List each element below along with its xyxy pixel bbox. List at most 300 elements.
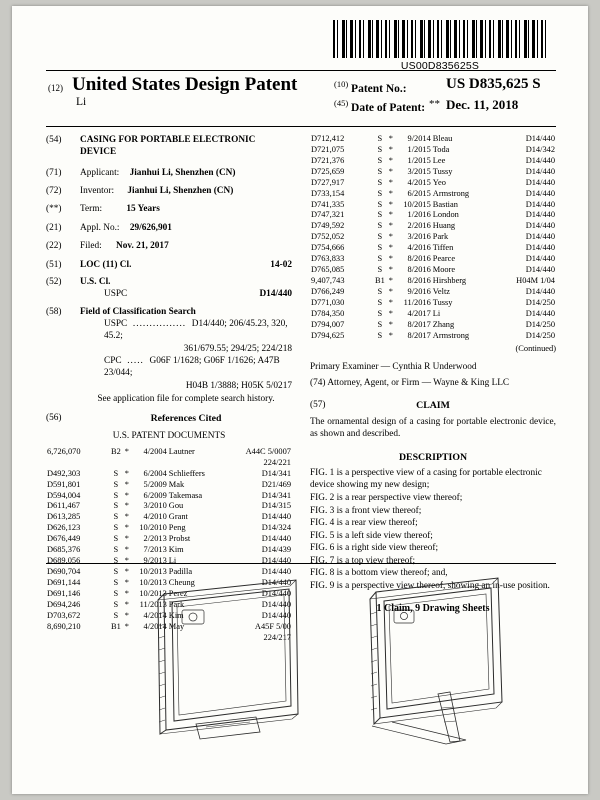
table-cell: S (377, 330, 383, 340)
patent-number: US D835,625 S (446, 76, 541, 92)
table-cell: S (113, 534, 119, 544)
table-row (310, 298, 556, 309)
table-row (310, 276, 556, 287)
field-loc-code: (51) (46, 259, 62, 270)
table-cell: A45F 5/00 (254, 621, 291, 631)
refs-code: (56) (46, 413, 62, 424)
table-cell: D749,592 (311, 221, 345, 231)
table-cell (132, 458, 168, 469)
description-line: FIG. 7 is a top view thereof; (310, 555, 416, 566)
claim-sheet-count: 1 Claim, 9 Drawing Sheets (376, 603, 490, 615)
table-cell: S (113, 523, 119, 533)
field-search-label: Field of Classification Search (80, 306, 196, 317)
patent-content (46, 18, 556, 778)
field-applicant (46, 167, 292, 179)
refs-heading: References Cited (150, 413, 222, 425)
description-line: FIG. 8 is a bottom view thereof; and, (310, 568, 448, 579)
table-row (46, 501, 292, 512)
table-cell: 4/2016 (407, 243, 431, 253)
table-cell: Armstrong (432, 330, 470, 340)
table-cell: Huang (432, 221, 456, 231)
table-cell: D784,350 (311, 308, 345, 318)
claim-block (310, 399, 556, 441)
table-cell: 8/2017 (407, 319, 431, 329)
table-cell: D14/440 (525, 166, 555, 176)
table-cell: Takemasa (168, 490, 203, 500)
search-uspc-label: USPC (104, 318, 128, 329)
table-cell: S (113, 479, 119, 489)
table-cell: * (388, 177, 393, 187)
table-cell: * (388, 308, 393, 318)
table-cell: D14/440 (525, 221, 555, 231)
table-cell: * (124, 523, 129, 533)
field-term-value: 15 Years (126, 204, 160, 215)
drawing-figures (46, 574, 556, 774)
table-cell: Zhang (432, 319, 455, 329)
table-cell: * (388, 221, 393, 231)
field-inventor (46, 185, 292, 197)
table-row (310, 178, 556, 189)
table-cell: * (124, 588, 129, 598)
table-row (46, 469, 292, 480)
field-inventor-value: Jianhui Li, Shenzhen (CN) (127, 186, 234, 197)
table-cell: Park (168, 599, 185, 609)
table-cell: S (377, 199, 383, 209)
table-cell: 4/2015 (407, 177, 431, 187)
table-row (310, 156, 556, 167)
table-cell: S (377, 232, 383, 242)
table-cell: May (168, 621, 185, 631)
table-cell: Gou (168, 501, 184, 511)
inventor-short: Li (76, 96, 87, 108)
table-cell: D685,376 (47, 545, 81, 555)
table-cell: Bleau (432, 134, 453, 143)
table-cell: * (388, 210, 393, 220)
table-cell: * (124, 534, 129, 544)
table-cell: D14/440 (261, 599, 291, 609)
field-filed (46, 240, 292, 252)
table-cell: D14/440 (525, 308, 555, 318)
table-cell: S (113, 545, 119, 555)
table-cell: D14/440 (525, 177, 555, 187)
table-cell: D14/440 (525, 155, 555, 165)
table-cell: 10/2013 (139, 577, 167, 587)
table-cell: Schlieffers (168, 468, 205, 478)
table-cell: 4/2010 (143, 512, 167, 522)
table-cell: 8,690,210 (47, 621, 81, 631)
field-term-label: Term: (80, 204, 103, 215)
table-cell: Padilla (168, 566, 193, 576)
table-cell: D741,335 (311, 199, 345, 209)
table-row (310, 331, 556, 342)
table-cell: S (113, 501, 119, 511)
field-uscl-label: U.S. Cl. (80, 276, 111, 287)
date-star: ** (429, 98, 440, 110)
table-row (310, 134, 556, 145)
table-cell: Pearce (432, 254, 456, 264)
table-cell: D727,917 (311, 177, 345, 187)
table-cell: S (377, 286, 383, 296)
table-cell: * (124, 566, 129, 576)
field-search: (58) Field of Classification Search USPC ................ D14/440; 206/45.23, 320, 45.2; 361/679.55; 294/25; 224/218 CPC ..... G06F 1/1628; G06F 1/1626; A47B 23/044; H04B 1/3888; H05K 5/0217 See application file for complete search history. (46, 306, 292, 405)
field-applicant-value: Jianhui Li, Shenzhen (CN) (129, 167, 236, 178)
table-cell: D14/440 (261, 566, 291, 576)
search-cpc-value2: H04B 1/3888; H05K 5/0217 (185, 380, 292, 391)
field-uscl-value: D14/440 (259, 289, 292, 300)
table-cell: Bastian (432, 199, 458, 209)
table-cell: S (113, 566, 119, 576)
table-cell: D765,085 (311, 265, 345, 275)
table-row (310, 254, 556, 265)
table-cell: 6,726,070 (47, 446, 81, 456)
table-cell (110, 458, 122, 469)
table-cell: * (124, 621, 129, 631)
table-cell: 9/2014 (407, 134, 431, 143)
search-uspc-value2: 361/679.55; 294/25; 224/218 (183, 343, 292, 354)
table-cell: D594,004 (47, 490, 81, 500)
table-cell (122, 458, 132, 469)
table-cell: 1/2016 (407, 210, 431, 220)
field-title-code: (54) (46, 135, 62, 145)
table-row (310, 167, 556, 178)
table-cell: D14/250 (525, 297, 555, 307)
search-cpc-value: G06F 1/1628; G06F 1/1626; A47B 23/044; (104, 356, 280, 379)
table-cell: 6/2009 (143, 490, 167, 500)
table-cell: 6/2015 (407, 188, 431, 198)
table-cell: S (377, 254, 383, 264)
table-cell: * (124, 479, 129, 489)
barcode-number: US00D835625S (400, 60, 480, 72)
table-cell: 10/2015 (403, 199, 431, 209)
table-cell: S (377, 177, 383, 187)
description-line: FIG. 6 is a right side view thereof; (310, 543, 439, 554)
patent-date: Dec. 11, 2018 (446, 97, 519, 112)
barcode-icon (333, 20, 548, 58)
table-cell: 10/2010 (139, 523, 167, 533)
field-title (46, 134, 292, 159)
table-cell: D14/315 (261, 501, 291, 511)
field-loc-value: 14-02 (270, 259, 292, 270)
table-cell: * (388, 188, 393, 198)
date-label (334, 98, 425, 114)
table-cell: Grant (168, 512, 188, 522)
table-cell: S (377, 265, 383, 275)
table-row (310, 265, 556, 276)
table-cell: D689,056 (47, 556, 81, 566)
table-row (310, 287, 556, 298)
table-cell: 5/2009 (143, 479, 167, 489)
continued-label: (Continued) (515, 343, 556, 353)
table-cell: * (124, 556, 129, 566)
table-cell: D14/440 (525, 243, 555, 253)
table-cell: D14/440 (261, 610, 291, 620)
table-cell: Veltz (432, 286, 450, 296)
page-title: United States Design Patent (72, 74, 298, 95)
table-cell: 224/221 (263, 457, 291, 467)
table-cell: * (388, 254, 393, 264)
table-cell: S (377, 144, 383, 154)
table-cell: S (377, 166, 383, 176)
table-row (310, 145, 556, 156)
field-filed-value: Nov. 21, 2017 (116, 241, 169, 252)
table-cell: D721,376 (311, 155, 345, 165)
table-cell: D613,285 (47, 512, 81, 522)
table-cell: Hirshberg (432, 275, 467, 285)
table-cell: * (124, 610, 129, 620)
table-cell: Kim (168, 610, 184, 620)
description-line: FIG. 3 is a front view thereof; (310, 505, 422, 516)
table-cell: * (124, 468, 129, 478)
table-cell: A44C 5/0007 (245, 446, 291, 456)
table-cell: D14/324 (261, 523, 291, 533)
table-cell: D591,801 (47, 479, 81, 489)
table-cell: 9,407,743 (311, 275, 345, 285)
table-cell: D14/342 (525, 144, 555, 154)
date-label-text: Date of Patent: (351, 101, 426, 114)
table-cell: * (124, 599, 129, 609)
table-cell: * (388, 166, 393, 176)
table-cell: S (113, 512, 119, 522)
patent-page (12, 6, 588, 794)
table-cell: D763,833 (311, 254, 345, 264)
table-row (46, 491, 292, 502)
table-cell: Tussy (432, 166, 453, 176)
table-cell: D794,007 (311, 319, 345, 329)
attorney-code: (74) (310, 378, 326, 389)
table-cell: * (388, 297, 393, 307)
table-cell: 3/2015 (407, 166, 431, 176)
field-search-code: (58) (46, 306, 62, 317)
table-cell: S (113, 577, 119, 587)
table-cell: 224/217 (263, 632, 291, 642)
table-cell: S (113, 610, 119, 620)
table-cell: 8/2016 (407, 265, 431, 275)
field-uscl-code: (52) (46, 276, 62, 287)
description-line: FIG. 2 is a rear perspective view thereof; (310, 493, 463, 503)
field-appl-code: (21) (46, 222, 62, 233)
table-cell: 4/2014 (143, 621, 167, 631)
table-cell: D14/439 (261, 545, 291, 555)
left-column (46, 134, 292, 643)
search-note: See application file for complete search history. (97, 394, 275, 405)
table-cell: D14/440 (525, 188, 555, 198)
patent-no-label (334, 79, 407, 95)
table-cell: 2/2013 (143, 534, 167, 544)
table-cell: D14/341 (261, 468, 291, 478)
table-row (310, 221, 556, 232)
table-cell: D721,075 (311, 144, 345, 154)
table-cell: 6/2004 (143, 468, 167, 478)
table-cell: D712,412 (311, 134, 345, 143)
table-row (310, 189, 556, 200)
table-row (310, 210, 556, 221)
table-cell: S (377, 155, 383, 165)
table-cell: Peng (168, 523, 186, 533)
description-heading: DESCRIPTION (398, 451, 468, 463)
table-cell: D794,625 (311, 330, 345, 340)
table-cell: 4/2004 (143, 446, 167, 456)
table-cell: * (388, 330, 393, 340)
table-cell: D14/440 (525, 265, 555, 275)
table-cell: S (113, 468, 119, 478)
table-cell: S (377, 308, 383, 318)
table-cell: D694,246 (47, 599, 81, 609)
table-cell: Yeo (432, 177, 446, 187)
search-uspc-value: D14/440; 206/45.23, 320, 45.2; (104, 318, 288, 342)
table-cell: 4/2014 (143, 610, 167, 620)
table-cell: 1/2015 (407, 155, 431, 165)
table-cell: S (113, 490, 119, 500)
field-uscl (46, 276, 292, 301)
table-cell: D14/440 (525, 210, 555, 220)
table-cell: * (388, 199, 393, 209)
table-cell: Toda (432, 144, 450, 154)
table-row (46, 512, 292, 523)
table-row (310, 243, 556, 254)
table-cell: D691,146 (47, 588, 81, 598)
table-cell: H04M 1/04 (516, 275, 555, 285)
table-cell: D14/440 (525, 254, 555, 264)
date-code: (45) (334, 98, 349, 108)
table-cell: D676,449 (47, 534, 81, 544)
table-cell: D14/440 (525, 199, 555, 209)
field-references (46, 412, 292, 425)
table-cell: B1 (111, 621, 121, 631)
table-cell: D21/469 (261, 479, 291, 489)
field-loc (46, 259, 292, 271)
table-cell: * (124, 545, 129, 555)
drawing-area (46, 574, 556, 774)
table-cell: 1/2015 (407, 144, 431, 154)
table-cell (168, 458, 232, 469)
table-cell: * (388, 243, 393, 253)
field-title-value: CASING FOR PORTABLE ELECTRONIC DEVICE (80, 135, 256, 158)
table-cell: S (113, 556, 119, 566)
us-patent-documents-table-cont (310, 134, 556, 342)
table-cell: B1 (375, 275, 385, 285)
table-cell: Lee (432, 155, 446, 165)
description-line: FIG. 9 is a perspective view thereof, showing an in-use position. (310, 580, 550, 591)
table-row (310, 309, 556, 320)
table-cell: * (124, 446, 129, 456)
table-cell: D771,030 (311, 297, 345, 307)
table-cell: S (113, 599, 119, 609)
field-uscl-sub: USPC (104, 289, 128, 300)
table-cell: 11/2013 (139, 599, 167, 609)
barcode-block (330, 20, 550, 72)
table-row (46, 556, 292, 567)
table-cell: D733,154 (311, 188, 345, 198)
table-cell: D747,321 (311, 210, 345, 220)
table-cell: * (124, 490, 129, 500)
table-cell: Moore (432, 265, 456, 275)
field-appl-value: 29/626,901 (129, 222, 172, 233)
field-term-code: (**) (46, 204, 62, 215)
field-filed-label: Filed: (80, 241, 102, 252)
table-cell: 11/2016 (403, 297, 431, 307)
field-inventor-label: Inventor: (80, 186, 115, 197)
table-cell: S (377, 188, 383, 198)
us-docs-heading: U.S. PATENT DOCUMENTS (112, 431, 226, 442)
table-cell: 8/2017 (407, 330, 431, 340)
table-row (46, 480, 292, 491)
table-cell: 2/2016 (407, 221, 431, 231)
table-cell: * (388, 232, 393, 242)
claim-code: (57) (310, 399, 326, 410)
table-cell: Probst (168, 534, 191, 544)
divider-top (46, 70, 556, 71)
table-cell: * (388, 265, 393, 275)
table-cell: * (124, 512, 129, 522)
table-cell: Tiffen (432, 243, 454, 253)
table-cell: D14/440 (261, 512, 291, 522)
table-row (46, 523, 292, 534)
table-cell: S (377, 210, 383, 220)
table-row (46, 458, 292, 469)
table-cell: D691,144 (47, 577, 81, 587)
table-cell: D14/440 (261, 588, 291, 598)
table-cell: * (388, 319, 393, 329)
table-cell: D626,123 (47, 523, 81, 533)
description-line: FIG. 5 is a left side view thereof; (310, 530, 433, 541)
table-row (310, 232, 556, 243)
table-cell: S (377, 319, 383, 329)
table-cell: Kim (168, 545, 184, 555)
table-cell: * (388, 155, 393, 165)
divider-mid (46, 126, 556, 127)
right-column (310, 134, 556, 616)
table-cell: 7/2013 (143, 545, 167, 555)
table-cell: 9/2016 (407, 286, 431, 296)
table-cell: D14/440 (261, 534, 291, 544)
attorney-value: Attorney, Agent, or Firm — Wayne & King LLC (327, 378, 510, 389)
table-cell: D14/250 (525, 330, 555, 340)
table-cell: D14/440 (261, 556, 291, 566)
table-cell: Lautner (168, 446, 195, 456)
table-cell: 8/2016 (407, 275, 431, 285)
description-line: FIG. 4 is a rear view thereof; (310, 518, 418, 529)
table-cell: Tussy (432, 297, 453, 307)
table-cell: D14/440 (525, 134, 555, 143)
table-cell: D754,666 (311, 243, 345, 253)
table-cell: D14/341 (261, 490, 291, 500)
table-cell: D725,659 (311, 166, 345, 176)
kind-code: (12) (48, 83, 63, 93)
claim-heading: CLAIM (416, 399, 450, 411)
primary-examiner: Primary Examiner — Cynthia R Underwood (310, 361, 477, 372)
field-applicant-label: Applicant: (80, 167, 120, 178)
divider-figures (46, 563, 556, 564)
table-cell: Cheung (168, 577, 195, 587)
table-cell: Mak (168, 479, 185, 489)
table-cell: 3/2010 (143, 501, 167, 511)
table-cell: * (124, 501, 129, 511)
table-cell: * (388, 286, 393, 296)
table-cell: S (377, 243, 383, 253)
table-cell: D492,303 (47, 468, 81, 478)
table-cell: 4/2017 (407, 308, 431, 318)
table-cell: Armstrong (432, 188, 470, 198)
table-cell: D14/440 (525, 232, 555, 242)
table-cell: S (377, 134, 383, 143)
description-line: FIG. 1 is a perspective view of a casing for portable electronic device showing my new design; (310, 467, 542, 491)
field-filed-code: (22) (46, 241, 62, 252)
table-row (310, 320, 556, 331)
table-cell: D690,704 (47, 566, 81, 576)
table-cell: B2 (111, 446, 121, 456)
attorney-line (310, 377, 556, 390)
table-row (46, 545, 292, 556)
